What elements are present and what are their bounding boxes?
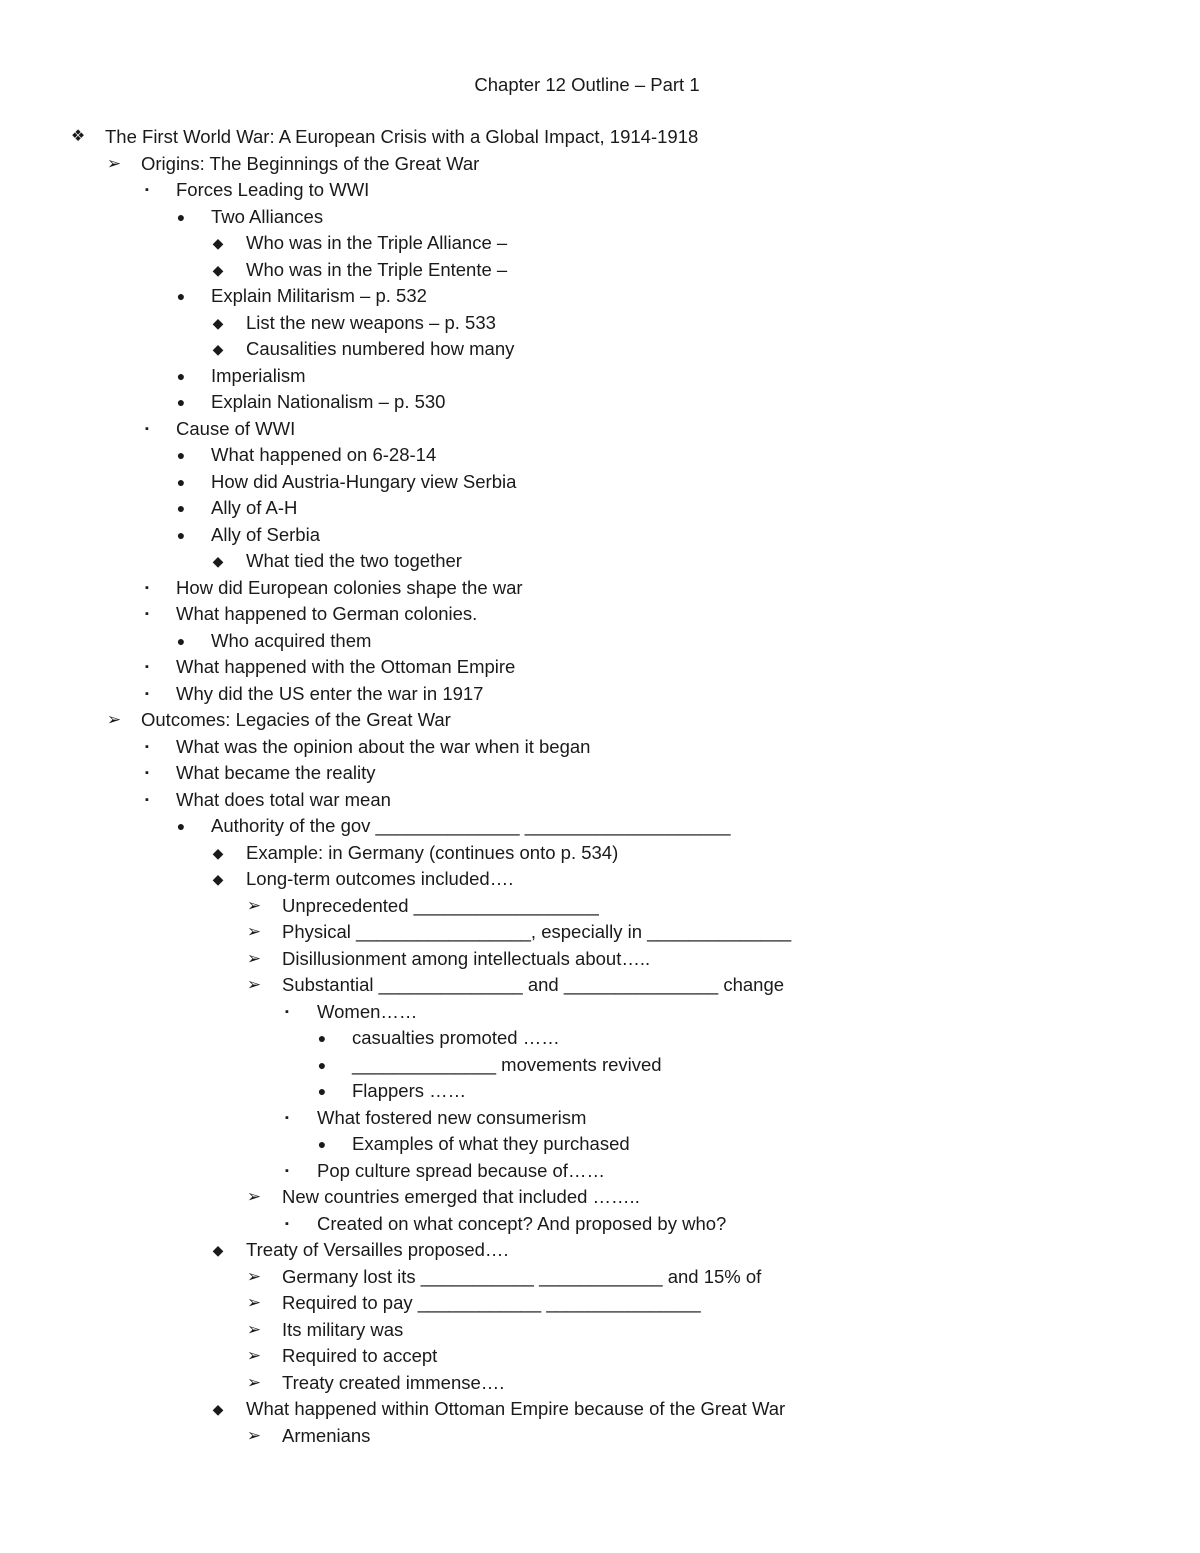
outline-item: [0, 681, 1200, 708]
outline-item-text: Physical _________________, especially in ______________: [282, 921, 792, 942]
outline-item-text: ______________ movements revived: [352, 1053, 662, 1075]
outline-item: [0, 522, 1200, 549]
outline-item-text: Its military was: [282, 1318, 404, 1340]
outline-item-text: Imperialism: [211, 364, 306, 386]
dot-bullet-icon: ●: [176, 632, 186, 649]
arrow-bullet-icon: ➢: [246, 1372, 262, 1392]
outline-item-text: Examples of what they purchased: [352, 1133, 630, 1154]
dot-bullet-icon: ●: [317, 1083, 327, 1099]
square-bullet-icon: ▪: [285, 1217, 289, 1230]
dot-bullet-icon: ●: [176, 208, 186, 225]
outline-item-text: Treaty created immense….: [282, 1371, 505, 1393]
outline-item: [0, 204, 1200, 231]
outline-item-text: Who was in the Triple Entente –: [246, 258, 508, 280]
outline-item-text: New countries emerged that included ……..: [282, 1186, 640, 1207]
outline-item-text: Who was in the Triple Alliance –: [246, 232, 508, 253]
outline-item-text: What was the opinion about the war when it began: [176, 735, 591, 757]
outline-item-text: Example: in Germany (continues onto p. 534): [246, 841, 619, 863]
outline-item: [0, 654, 1200, 681]
dot-bullet-icon: ●: [317, 1030, 327, 1046]
dot-bullet-icon: ●: [317, 1056, 327, 1073]
outline-item: [0, 707, 1200, 734]
outline-item-text: Long-term outcomes included….: [246, 868, 514, 889]
outline-item-text: Cause of WWI: [176, 417, 296, 439]
outline-item: [0, 787, 1200, 814]
outline-item-text: What happened with the Ottoman Empire: [176, 656, 516, 677]
outline-item: [0, 1264, 1200, 1291]
outline-item-text: Ally of A-H: [211, 497, 298, 518]
outline-item-text: What happened on 6-28-14: [211, 444, 437, 465]
square-bullet-icon: ▪: [145, 422, 149, 435]
arrow-bullet-icon: ➢: [246, 1425, 262, 1445]
outline-item-text: Two Alliances: [211, 205, 324, 227]
diamond-bullet-icon: ◆: [212, 844, 224, 861]
outline-item: [0, 575, 1200, 602]
outline-item-text: Pop culture spread because of……: [317, 1159, 605, 1181]
outline-item: [0, 310, 1200, 337]
arrow-bullet-icon: ➢: [246, 1293, 262, 1312]
outline-item: [0, 1158, 1200, 1185]
outline-item: [0, 734, 1200, 761]
dot-bullet-icon: ●: [176, 447, 186, 463]
dot-bullet-icon: ●: [317, 1136, 327, 1152]
arrow-bullet-icon: ➢: [246, 1319, 262, 1339]
outline-item-text: How did Austria-Hungary view Serbia: [211, 470, 517, 492]
outline-item-text: Germany lost its ___________ ____________ and 15% of: [282, 1265, 762, 1287]
outline-item-text: casualties promoted ……: [352, 1027, 560, 1048]
outline-item: [0, 495, 1200, 522]
square-bullet-icon: ▪: [145, 740, 149, 753]
diamond-bullet-icon: ◆: [212, 553, 224, 569]
outline-item: [0, 1343, 1200, 1370]
square-bullet-icon: ▪: [145, 767, 149, 779]
outline-item: [0, 257, 1200, 284]
square-bullet-icon: ▪: [285, 1164, 289, 1177]
outline-item-text: Substantial ______________ and _______________ change: [282, 974, 785, 995]
outline-item-text: Authority of the gov ______________ ____________________: [211, 815, 731, 836]
outline-item-text: List the new weapons – p. 533: [246, 311, 496, 333]
arrow-bullet-icon: ➢: [246, 948, 262, 968]
diamond-bullet-icon: ◆: [212, 871, 224, 887]
outline-item: [0, 601, 1200, 628]
arrow-bullet-icon: ➢: [246, 922, 262, 941]
outline-item: [0, 1078, 1200, 1105]
outline-item-text: What happened within Ottoman Empire because of the Great War: [246, 1398, 786, 1419]
dot-bullet-icon: ●: [176, 526, 186, 543]
outline-item: [0, 866, 1200, 893]
outline-item: [0, 1025, 1200, 1052]
outline-item: [0, 469, 1200, 496]
outline-item-text: How did European colonies shape the war: [176, 576, 523, 598]
outline-item: [0, 1317, 1200, 1344]
outline-item: [0, 363, 1200, 390]
arrow-bullet-icon: ➢: [106, 153, 122, 173]
page-title: Chapter 12 Outline – Part 1: [474, 74, 700, 95]
outline-item: [0, 1237, 1200, 1264]
outline-item: [0, 151, 1200, 178]
outline-item-text: What fostered new consumerism: [317, 1106, 587, 1128]
four-diamond-bullet-icon: ❖: [70, 128, 86, 145]
dot-bullet-icon: ●: [176, 500, 186, 516]
outline-item-text: Causalities numbered how many: [246, 338, 515, 359]
outline-item-text: Armenians: [282, 1424, 371, 1446]
outline-item: [0, 1105, 1200, 1132]
outline-item: [0, 1396, 1200, 1423]
outline-item: [0, 1423, 1200, 1450]
arrow-bullet-icon: ➢: [246, 1187, 262, 1206]
square-bullet-icon: ▪: [145, 687, 149, 700]
outline-item-text: Disillusionment among intellectuals about…..: [282, 947, 651, 969]
dot-bullet-icon: ●: [176, 288, 186, 304]
outline-item: [0, 1131, 1200, 1158]
dot-bullet-icon: ●: [176, 367, 186, 384]
outline-item: [0, 389, 1200, 416]
outline-item: [0, 548, 1200, 575]
outline-list: [0, 124, 1200, 1449]
arrow-bullet-icon: ➢: [106, 710, 122, 729]
diamond-bullet-icon: ◆: [212, 314, 224, 331]
outline-item-text: The First World War: A European Crisis with a Global Impact, 1914-1918: [105, 126, 699, 147]
outline-item: [0, 230, 1200, 257]
outline-item: [0, 840, 1200, 867]
outline-item: [0, 813, 1200, 840]
dot-bullet-icon: ●: [176, 473, 186, 490]
square-bullet-icon: ▪: [285, 1111, 289, 1124]
outline-item: [0, 760, 1200, 787]
dot-bullet-icon: ●: [176, 818, 186, 834]
outline-item-text: Explain Militarism – p. 532: [211, 285, 427, 306]
outline-item: [0, 336, 1200, 363]
outline-item-text: Flappers ……: [352, 1080, 467, 1101]
outline-item-text: Women……: [317, 1000, 418, 1022]
outline-item: [0, 919, 1200, 946]
diamond-bullet-icon: ◆: [212, 1401, 224, 1417]
outline-item-text: Ally of Serbia: [211, 523, 320, 545]
outline-item: [0, 999, 1200, 1026]
arrow-bullet-icon: ➢: [246, 1346, 262, 1365]
dot-bullet-icon: ●: [176, 394, 186, 410]
outline-item: [0, 124, 1200, 151]
outline-item-text: Required to accept: [282, 1345, 438, 1366]
square-bullet-icon: ▪: [145, 608, 149, 620]
outline-item-text: Explain Nationalism – p. 530: [211, 391, 446, 412]
outline-item: [0, 1370, 1200, 1397]
outline-item-text: Why did the US enter the war in 1917: [176, 682, 484, 704]
square-bullet-icon: ▪: [285, 1005, 289, 1018]
outline-item: [0, 972, 1200, 999]
outline-item-text: Outcomes: Legacies of the Great War: [141, 709, 451, 730]
outline-item-text: What became the reality: [176, 762, 376, 783]
outline-item-text: Unprecedented __________________: [282, 894, 599, 916]
diamond-bullet-icon: ◆: [212, 235, 224, 251]
diamond-bullet-icon: ◆: [212, 1242, 224, 1258]
outline-item-text: What tied the two together: [246, 550, 462, 571]
outline-item: [0, 893, 1200, 920]
diamond-bullet-icon: ◆: [212, 341, 224, 357]
outline-item: [0, 283, 1200, 310]
outline-item: [0, 442, 1200, 469]
arrow-bullet-icon: ➢: [246, 975, 262, 994]
outline-item: [0, 416, 1200, 443]
arrow-bullet-icon: ➢: [246, 895, 262, 915]
outline-item-text: Created on what concept? And proposed by who?: [317, 1212, 727, 1234]
outline-item: [0, 946, 1200, 973]
outline-item: [0, 1052, 1200, 1079]
outline-item: [0, 628, 1200, 655]
outline-item: [0, 1211, 1200, 1238]
outline-item-text: Who acquired them: [211, 629, 372, 651]
diamond-bullet-icon: ◆: [212, 261, 224, 278]
outline-item-text: Required to pay ____________ _______________: [282, 1292, 701, 1313]
outline-item-text: Forces Leading to WWI: [176, 179, 370, 200]
square-bullet-icon: ▪: [145, 661, 149, 673]
outline-item-text: Treaty of Versailles proposed….: [246, 1239, 509, 1260]
square-bullet-icon: ▪: [145, 581, 149, 594]
outline-item: [0, 177, 1200, 204]
outline-item-text: What does total war mean: [176, 788, 391, 810]
square-bullet-icon: ▪: [145, 793, 149, 806]
outline-item-text: Origins: The Beginnings of the Great War: [141, 152, 480, 174]
outline-item: [0, 1184, 1200, 1211]
square-bullet-icon: ▪: [145, 184, 149, 196]
outline-item-text: What happened to German colonies.: [176, 603, 478, 624]
outline-item: [0, 1290, 1200, 1317]
arrow-bullet-icon: ➢: [246, 1266, 262, 1286]
